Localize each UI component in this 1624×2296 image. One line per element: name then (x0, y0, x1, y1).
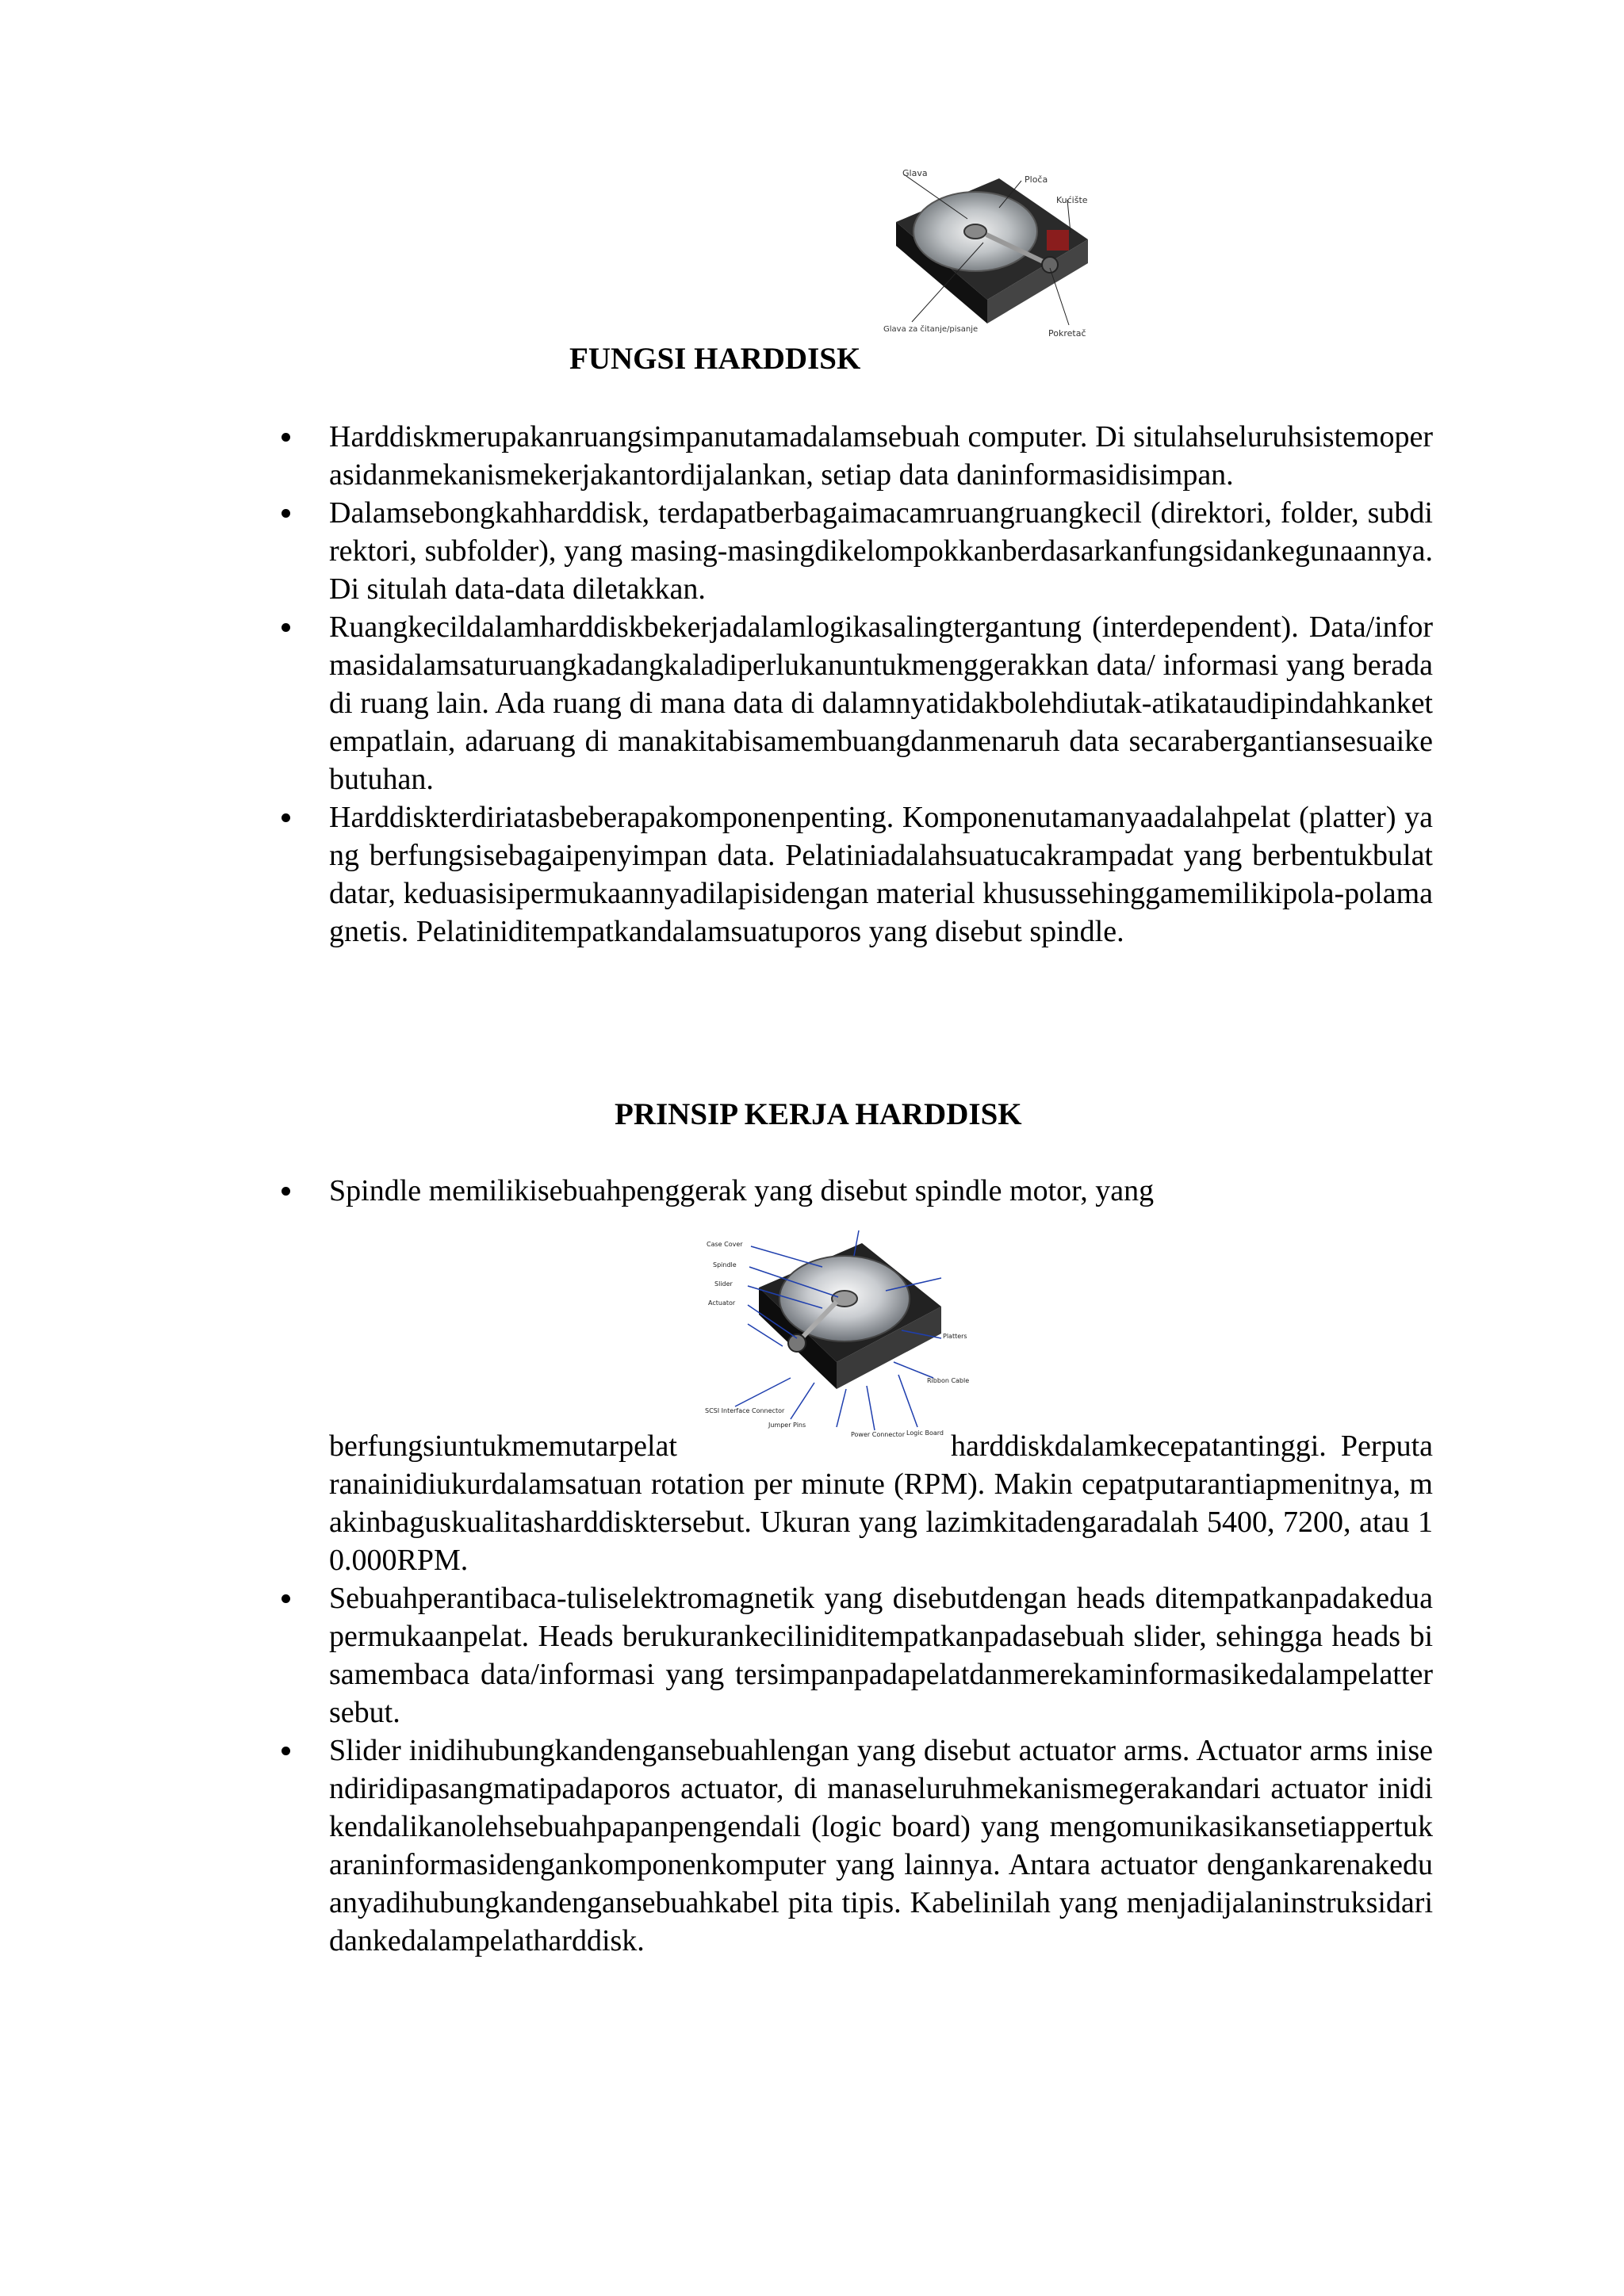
image-gap (329, 1210, 1433, 1427)
label-ploca: Ploča (1025, 174, 1048, 185)
label-power-connector: Power Connector (851, 1431, 905, 1438)
label-platters: Platters (943, 1333, 967, 1340)
bullet-icon (282, 509, 290, 518)
label-case-cover: Case Cover (707, 1241, 743, 1248)
label-spindle: Spindle (713, 1261, 737, 1269)
hard-disk-image-top (880, 166, 1097, 365)
fungsi-list (282, 418, 1433, 951)
label-scsi: SCSI Interface Connector (705, 1407, 785, 1414)
list-item (282, 798, 1433, 951)
list-item (282, 418, 1433, 494)
label-actuator: Actuator (708, 1299, 736, 1307)
list-item-text: Sebuahperantibaca-tuliselektromagnetik yang disebutdengan heads ditempatkanpadakeduapermukaanpelat. Heads berukurankeciliniditempatkanpadasebuah slider, sehingga heads bisamembaca data/informasi yang tersimpanpadapelatdanmerekaminformasikedalampelattersebut. (329, 1582, 1433, 1729)
list-item (282, 494, 1433, 608)
list-item-text: Harddiskmerupakanruangsimpanutamadalamsebuah computer. Di situlahseluruhsistemoperasidanmekanismekerjakantordijalankan, setiap data daninformasidisimpan. (329, 420, 1433, 492)
list-item-text: Slider inidihubungkandengansebuahlengan yang disebut actuator arms. Actuator arms inisendiridipasangmatipadaporos actuator, di manaseluruhmekanismegerakandari actuator inidikendalikanolehsebuahpapanpengendali (logic board) yang mengomunikasikansetiappertukaraninformasidengankomponenkomputer yang lainnya. Antara actuator dengankarenakeduanyadihubungkandengansebuahkabel pita tipis. Kabelinilah yang menjadijalaninstruksidaridankedalampelatharddisk. (329, 1734, 1433, 1957)
bullet-icon (282, 1747, 290, 1755)
section-title-fungsi: FUNGSI HARDDISK (569, 342, 861, 376)
list-item (282, 1172, 1433, 1579)
list-item-text: Spindle memilikisebuahpenggerak yang disebut spindle motor, yang (329, 1174, 1155, 1207)
list-item-text: harddiskdalamkecepatantinggi. Perputaranainidiukurdalamsatuan rotation per minute (RPM). Makin cepatputarantiapmenitnya, makinbaguskualitasharddisktersebut. Ukuran yang lazimkitadengaradalah 5400, 7200, atau 10.000RPM. (329, 1429, 1433, 1577)
section-title-prinsip: PRINSIP KERJA HARDDISK (615, 1097, 1022, 1131)
list-item-text: berfungsiuntukmemutarpelat (329, 1429, 677, 1463)
hard-disk-icon (880, 166, 1097, 365)
label-glava-citanje: Glava za čitanje/pisanje (883, 325, 979, 334)
label-slider: Slider (714, 1280, 733, 1288)
bullet-icon (282, 1187, 290, 1196)
bullet-icon (282, 433, 290, 442)
label-ribbon-cable: Ribbon Cable (927, 1377, 970, 1384)
label-kuciste: Kućište (1056, 195, 1088, 205)
list-item-text: Ruangkecildalamharddiskbekerjadalamlogikasalingtergantung (interdependent). Data/informasidalamsaturuangkadangkaladiperlukanuntukmenggerakkan data/ informasi yang berada di ruang lain. Ada ruang di mana data di dalamnyatidakbolehdiutak-atikataudipindahkanketempatlain, adaruang di manakitabisamembuangdanmenaruh data secarabergantiansesuaikebutuhan. (329, 610, 1433, 796)
bullet-icon (282, 623, 290, 632)
list-item (282, 608, 1433, 798)
label-jumper-pins: Jumper Pins (768, 1422, 806, 1429)
prinsip-list (282, 1172, 1433, 1960)
list-item (282, 1579, 1433, 1732)
list-item-text: Harddiskterdiriatasbeberapakomponenpenting. Komponenutamanyaadalahpelat (platter) yang berfungsisebagaipenyimpan data. Pelatiniadalahsuatucakrampadat yang berbentukbulatdatar, keduasisipermukaannyadilapisidengan material khusussehinggamemilikipola-polamagnetis. Pelatiniditempatkandalamsuatuporos yang disebut spindle. (329, 801, 1433, 948)
label-pokretac: Pokretač (1048, 328, 1086, 339)
label-logic-board: Logic Board (906, 1429, 944, 1437)
list-item (282, 1732, 1433, 1960)
bullet-icon (282, 813, 290, 822)
bullet-icon (282, 1594, 290, 1603)
list-item-text: Dalamsebongkahharddisk, terdapatberbagaimacamruangruangkecil (direktori, folder, subdirektori, subfolder), yang masing-masingdikelompokkanberdasarkanfungsidankegunaannya. Di situlah data-data diletakkan. (329, 496, 1433, 606)
label-glava: Glava (902, 168, 928, 178)
